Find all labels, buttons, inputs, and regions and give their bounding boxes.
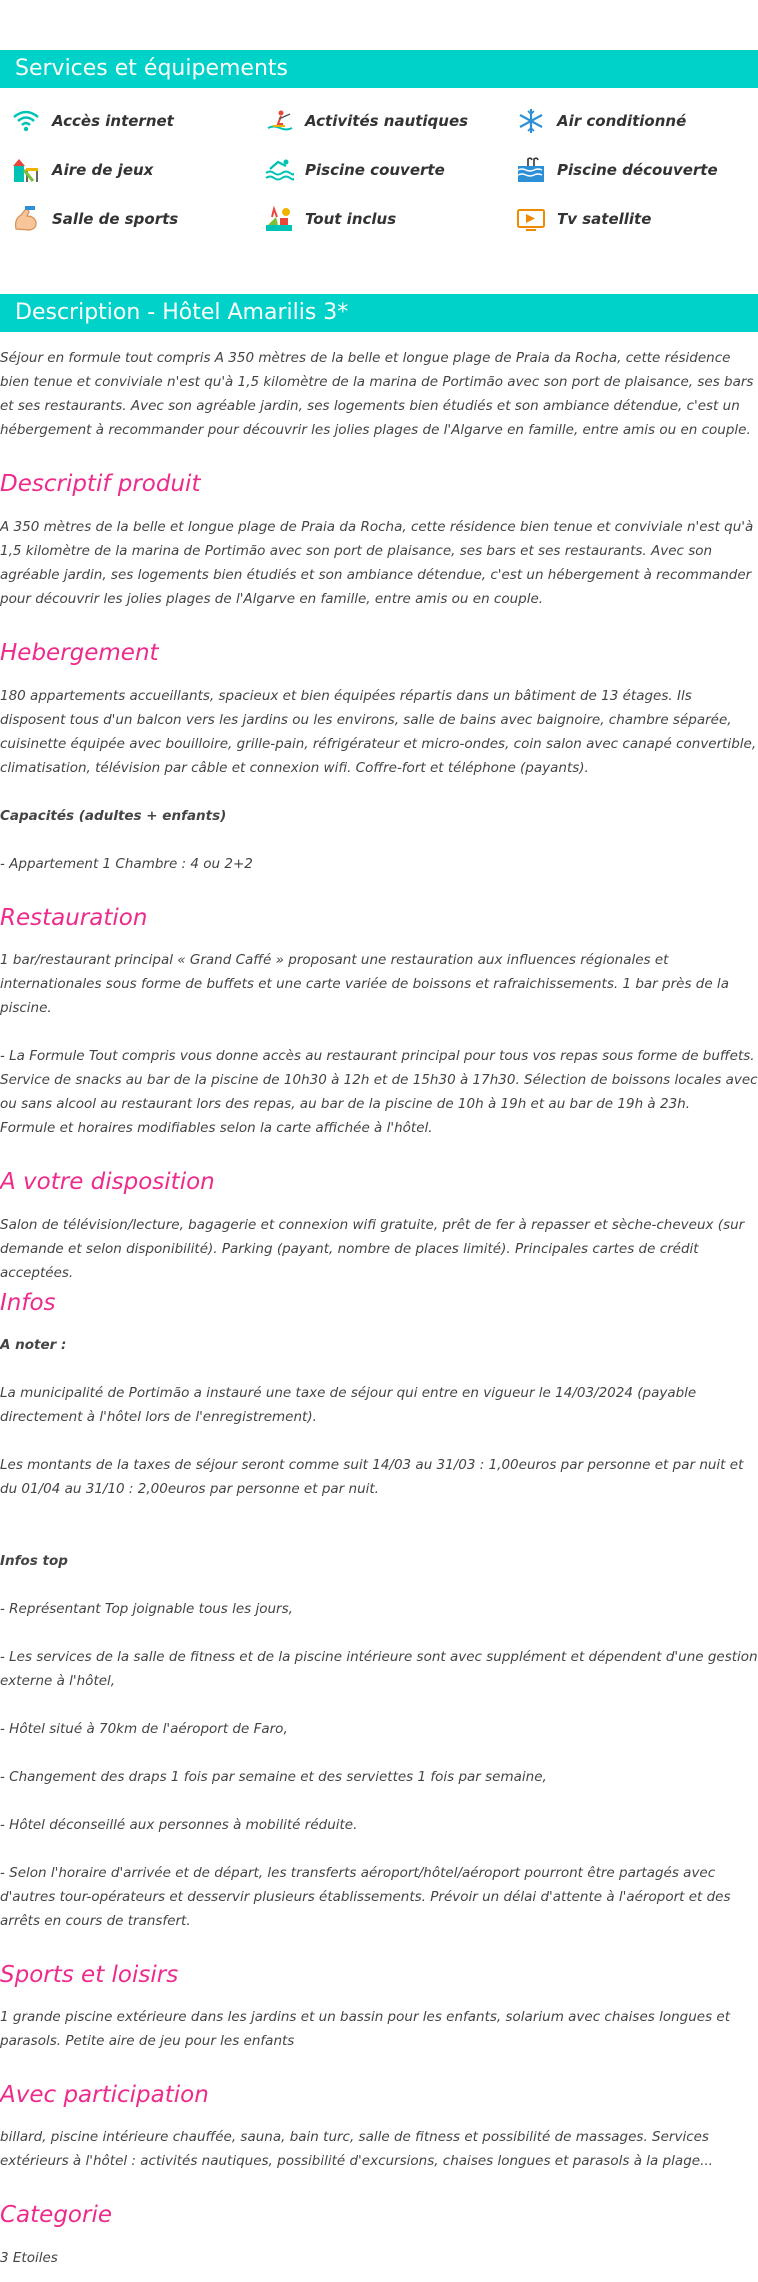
- capacites-label: [0, 804, 758, 828]
- service-piscine-decouverte: [515, 156, 718, 184]
- service-tv: [515, 205, 651, 233]
- disposition-text: Salon de télévision/lecture, bagagerie et connexion wifi gratuite, prêt de fer à repasser et sèche-cheveux (sur demande et selon disponibilité). Parking (payant, nombre de places limité). Principales cartes de crédit acceptées.: [0, 1217, 745, 1281]
- info-bullet: - Les services de la salle de fitness et de la piscine intérieure sont avec supplément et dépendent d'une gestion externe à l'hôtel,: [0, 1649, 758, 1689]
- capacites-label-text: Capacités (adultes + enfants): [0, 808, 227, 824]
- service-label: Tv satellite: [557, 210, 652, 228]
- restauration-text3: Formule et horaires modifiables selon la carte affichée à l'hôtel.: [0, 1120, 433, 1136]
- service-label: Piscine découverte: [557, 161, 718, 179]
- restauration-text1: 1 bar/restaurant principal « Grand Caffé » proposant une restauration aux influences régionales et internationales sous forme de buffets et une carte variée de boissons et rafraichissements. 1 bar près de la piscine.: [0, 952, 729, 1016]
- service-internet: [10, 107, 174, 135]
- section-title-hebergement: Hebergement: [0, 640, 159, 666]
- descriptif-text: A 350 mètres de la belle et longue plage de Praia da Rocha, cette résidence bien tenue et conviviale n'est qu'à 1,5 kilomètre de la marina de Portimão avec son port de plaisance, ses bars et ses restaurants. Avec son agréable jardin, ses logements bien étudiés et son ambiance détendue, c'est un hébergement à recommander pour découvrir les jolies plages de l'Algarve en famille, entre amis ou en couple.: [0, 519, 754, 607]
- wifi-icon: [10, 107, 42, 135]
- section-title-restauration: Restauration: [0, 905, 148, 931]
- info-bullet: - Hôtel déconseillé aux personnes à mobilité réduite.: [0, 1817, 358, 1833]
- hebergement-text: 180 appartements accueillants, spacieux et bien équipées répartis dans un bâtiment de 13 étages. Ils disposent tous d'un balcon vers les jardins ou les environs, salle de bains avec baignoire, chambre séparée, cuisinette équipée avec bouilloire, grille-pain, réfrigérateur et micro-ondes, coin salon avec canapé convertible, climatisation, télévision par câble et connexion wifi. Coffre-fort et téléphone (payants).: [0, 688, 757, 776]
- section-title-descriptif: Descriptif produit: [0, 471, 201, 497]
- infos-top-text: Infos top: [0, 1553, 68, 1569]
- description-header: Description - Hôtel Amarilis 3*: [0, 294, 758, 332]
- a-noter-text: A noter :: [0, 1337, 67, 1353]
- infos-top: [0, 1549, 758, 1573]
- info-bullet: - Représentant Top joignable tous les jours,: [0, 1601, 293, 1617]
- section-title-categorie: Categorie: [0, 2202, 112, 2228]
- service-piscine-couverte: [263, 156, 445, 184]
- a-noter: [0, 1333, 758, 1357]
- water-ski-icon: [263, 107, 295, 135]
- service-jeux: [10, 156, 153, 184]
- playground-icon: [10, 156, 42, 184]
- gym-icon: [10, 205, 42, 233]
- description-intro: Séjour en formule tout compris A 350 mètres de la belle et longue plage de Praia da Rocha, cette résidence bien tenue et conviviale n'est qu'à 1,5 kilomètre de la marina de Portimão avec son port de plaisance, ses bars et ses restaurants. Avec son agréable jardin, ses logements bien étudiés et son ambiance détendue, c'est un hébergement à recommander pour découvrir les jolies plages de l'Algarve en famille, entre amis ou en couple.: [0, 350, 754, 438]
- service-sports: [10, 205, 178, 233]
- info-bullet: - Hôtel situé à 70km de l'aéroport de Faro,: [0, 1721, 288, 1737]
- categorie-text: 3 Etoiles: [0, 2250, 58, 2266]
- indoor-pool-icon: [263, 156, 295, 184]
- service-label: Aire de jeux: [52, 161, 154, 179]
- service-label: Salle de sports: [52, 210, 179, 228]
- sports-text: 1 grande piscine extérieure dans les jardins et un bassin pour les enfants, solarium avec chaises longues et parasols. Petite aire de jeu pour les enfants: [0, 2009, 731, 2049]
- service-tout-inclus: [263, 205, 396, 233]
- service-label: Activités nautiques: [305, 112, 469, 130]
- service-label: Tout inclus: [305, 210, 397, 228]
- participation-text: billard, piscine intérieure chauffée, sauna, bain turc, salle de fitness et possibilité de massages. Services extérieurs à l'hôtel : activités nautiques, possibilité d'excursions, chaises longues et parasols à la plage...: [0, 2129, 713, 2169]
- outdoor-pool-icon: [515, 156, 547, 184]
- section-title-infos: Infos: [0, 1290, 56, 1316]
- service-label: Air conditionné: [557, 112, 687, 130]
- service-label: Piscine couverte: [305, 161, 445, 179]
- tv-icon: [515, 205, 547, 233]
- section-title-disposition: A votre disposition: [0, 1169, 215, 1195]
- info-bullet: - Selon l'horaire d'arrivée et de départ, les transferts aéroport/hôtel/aéroport pourront être partagés avec d'autres tour-opérateurs et desservir plusieurs établissements. Prévoir un délai d'attente à l'aéroport et des arrêts en cours de transfert.: [0, 1865, 731, 1929]
- snowflake-icon: [515, 107, 547, 135]
- all-inclusive-icon: [263, 205, 295, 233]
- services-header: Services et équipements: [0, 50, 758, 88]
- service-nautiques: [263, 107, 468, 135]
- restauration-text2: - La Formule Tout compris vous donne accès au restaurant principal pour tous vos repas sous forme de buffets. Service de snacks au bar de la piscine de 10h30 à 12h et de 15h30 à 17h30. Sélection de boissons locales avec ou sans alcool au restaurant lors des repas, au bar de la piscine de 10h à 19h et au bar de 19h à 23h.: [0, 1048, 758, 1112]
- section-title-sports: Sports et loisirs: [0, 1962, 179, 1988]
- service-clim: [515, 107, 686, 135]
- service-label: Accès internet: [52, 112, 174, 130]
- taxe-text-1: La municipalité de Portimão a instauré une taxe de séjour qui entre en vigueur le 14/03/2024 (payable directement à l'hôtel lors de l'enregistrement).: [0, 1385, 697, 1425]
- taxe-text-2: Les montants de la taxes de séjour seront comme suit 14/03 au 31/03 : 1,00euros par personne et par nuit et du 01/04 au 31/10 : 2,00euros par personne et par nuit.: [0, 1457, 744, 1497]
- info-bullet: - Changement des draps 1 fois par semaine et des serviettes 1 fois par semaine,: [0, 1769, 547, 1785]
- capacites-line: - Appartement 1 Chambre : 4 ou 2+2: [0, 856, 253, 872]
- section-title-participation: Avec participation: [0, 2082, 209, 2108]
